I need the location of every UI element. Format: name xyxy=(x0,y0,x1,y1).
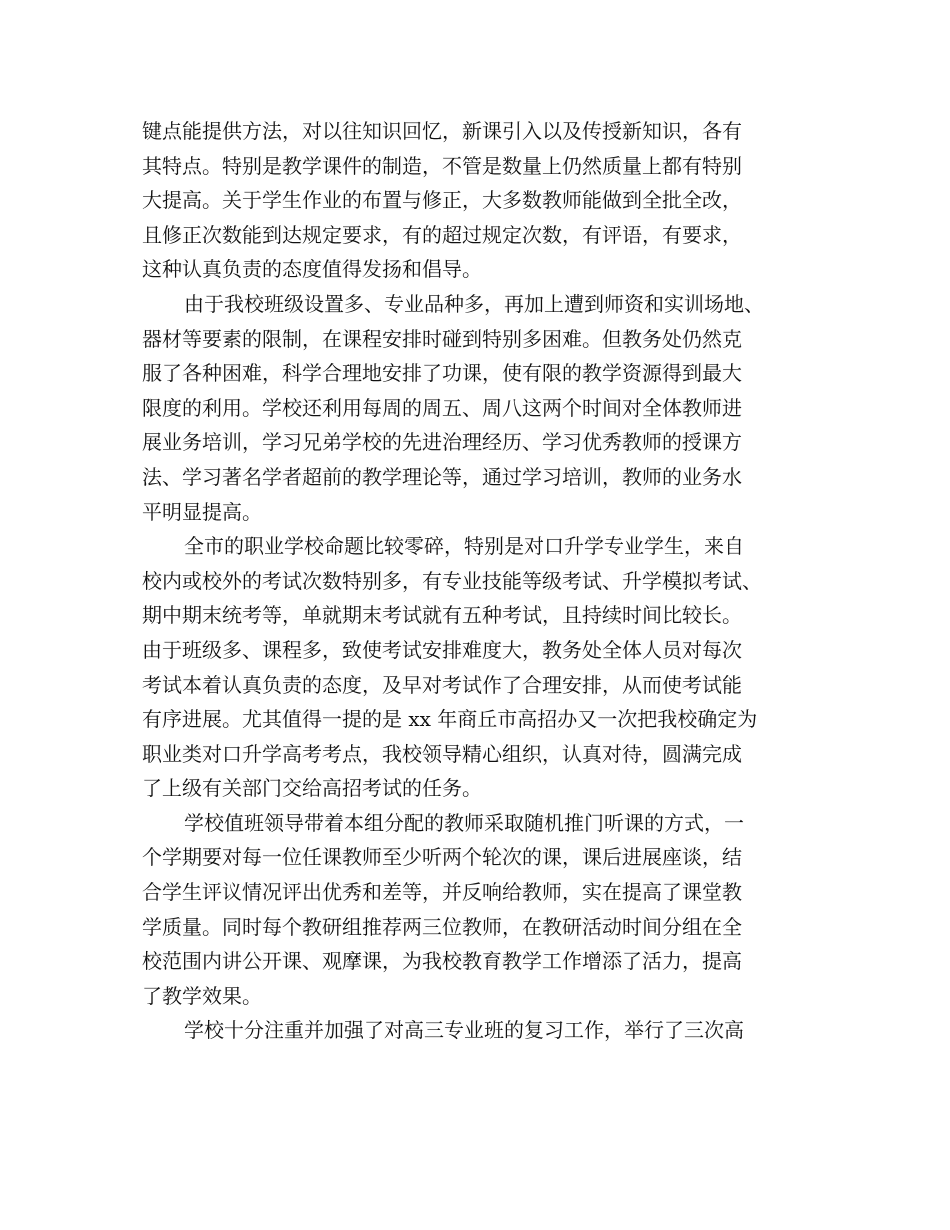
text-line: 法、学习著名学者超前的教学理论等，通过学习培训，教师的业务水 xyxy=(142,464,742,489)
paragraph-first-line: 由于我校班级设置多、专业品种多，再加上遭到师资和实训场地、 xyxy=(184,291,764,316)
text-line: 其特点。特别是教学课件的制造，不管是数量上仍然质量上都有特别 xyxy=(142,153,742,178)
paragraph-first-line: 全市的职业学校命题比较零碎，特别是对口升学专业学生，来自 xyxy=(184,534,744,559)
text-line: 有序进展。尤其值得一提的是 xx 年商丘市高招办又一次把我校确定为 xyxy=(142,707,758,732)
text-line: 平明显提高。 xyxy=(142,499,262,524)
body-text xyxy=(142,114,832,1048)
text-line: 职业类对口升学高考考点，我校领导精心组织，认真对待，圆满完成 xyxy=(142,741,742,766)
paragraph-first-line: 学校值班领导带着本组分配的教师采取随机推门听课的方式，一 xyxy=(184,810,744,835)
text-line: 展业务培训，学习兄弟学校的先进治理经历、学习优秀教师的授课方 xyxy=(142,430,742,455)
text-line: 考试本着认真负责的态度，及早对考试作了合理安排，从而使考试能 xyxy=(142,672,742,697)
paragraph-first-line: 学校十分注重并加强了对高三专业班的复习工作，举行了三次高 xyxy=(184,1018,744,1043)
text-line: 合学生评议情况评出优秀和差等，并反响给教师，实在提高了课堂教 xyxy=(142,880,742,905)
text-line: 了上级有关部门交给高招考试的任务。 xyxy=(142,776,482,801)
text-line: 期中期末统考等，单就期末考试就有五种考试，且持续时间比较长。 xyxy=(142,603,742,628)
text-line: 大提高。关于学生作业的布置与修正，大多数教师能做到全批全改， xyxy=(142,188,742,213)
text-line: 且修正次数能到达规定要求，有的超过规定次数，有评语，有要求， xyxy=(142,222,742,247)
text-line: 键点能提供方法，对以往知识回忆，新课引入以及传授新知识，各有 xyxy=(142,119,742,143)
text-line: 了教学效果。 xyxy=(142,983,262,1008)
text-line: 限度的利用。学校还利用每周的周五、周八这两个时间对全体教师进 xyxy=(142,395,742,420)
text-line: 由于班级多、课程多，致使考试安排难度大，教务处全体人员对每次 xyxy=(142,637,742,662)
text-line: 器材等要素的限制，在课程安排时碰到特别多困难。但教务处仍然克 xyxy=(142,326,742,351)
text-line: 校范围内讲公开课、观摩课，为我校教育教学工作增添了活力，提高 xyxy=(142,949,742,974)
text-line: 学质量。同时每个教研组推荐两三位教师，在教研活动时间分组在全 xyxy=(142,914,742,939)
text-line: 这种认真负责的态度值得发扬和倡导。 xyxy=(142,257,482,282)
text-line: 校内或校外的考试次数特别多，有专业技能等级考试、升学模拟考试、 xyxy=(142,568,762,593)
text-line: 服了各种困难，科学合理地安排了功课，使有限的教学资源得到最大 xyxy=(142,361,742,386)
text-line: 个学期要对每一位任课教师至少听两个轮次的课，课后进展座谈，结 xyxy=(142,845,742,870)
